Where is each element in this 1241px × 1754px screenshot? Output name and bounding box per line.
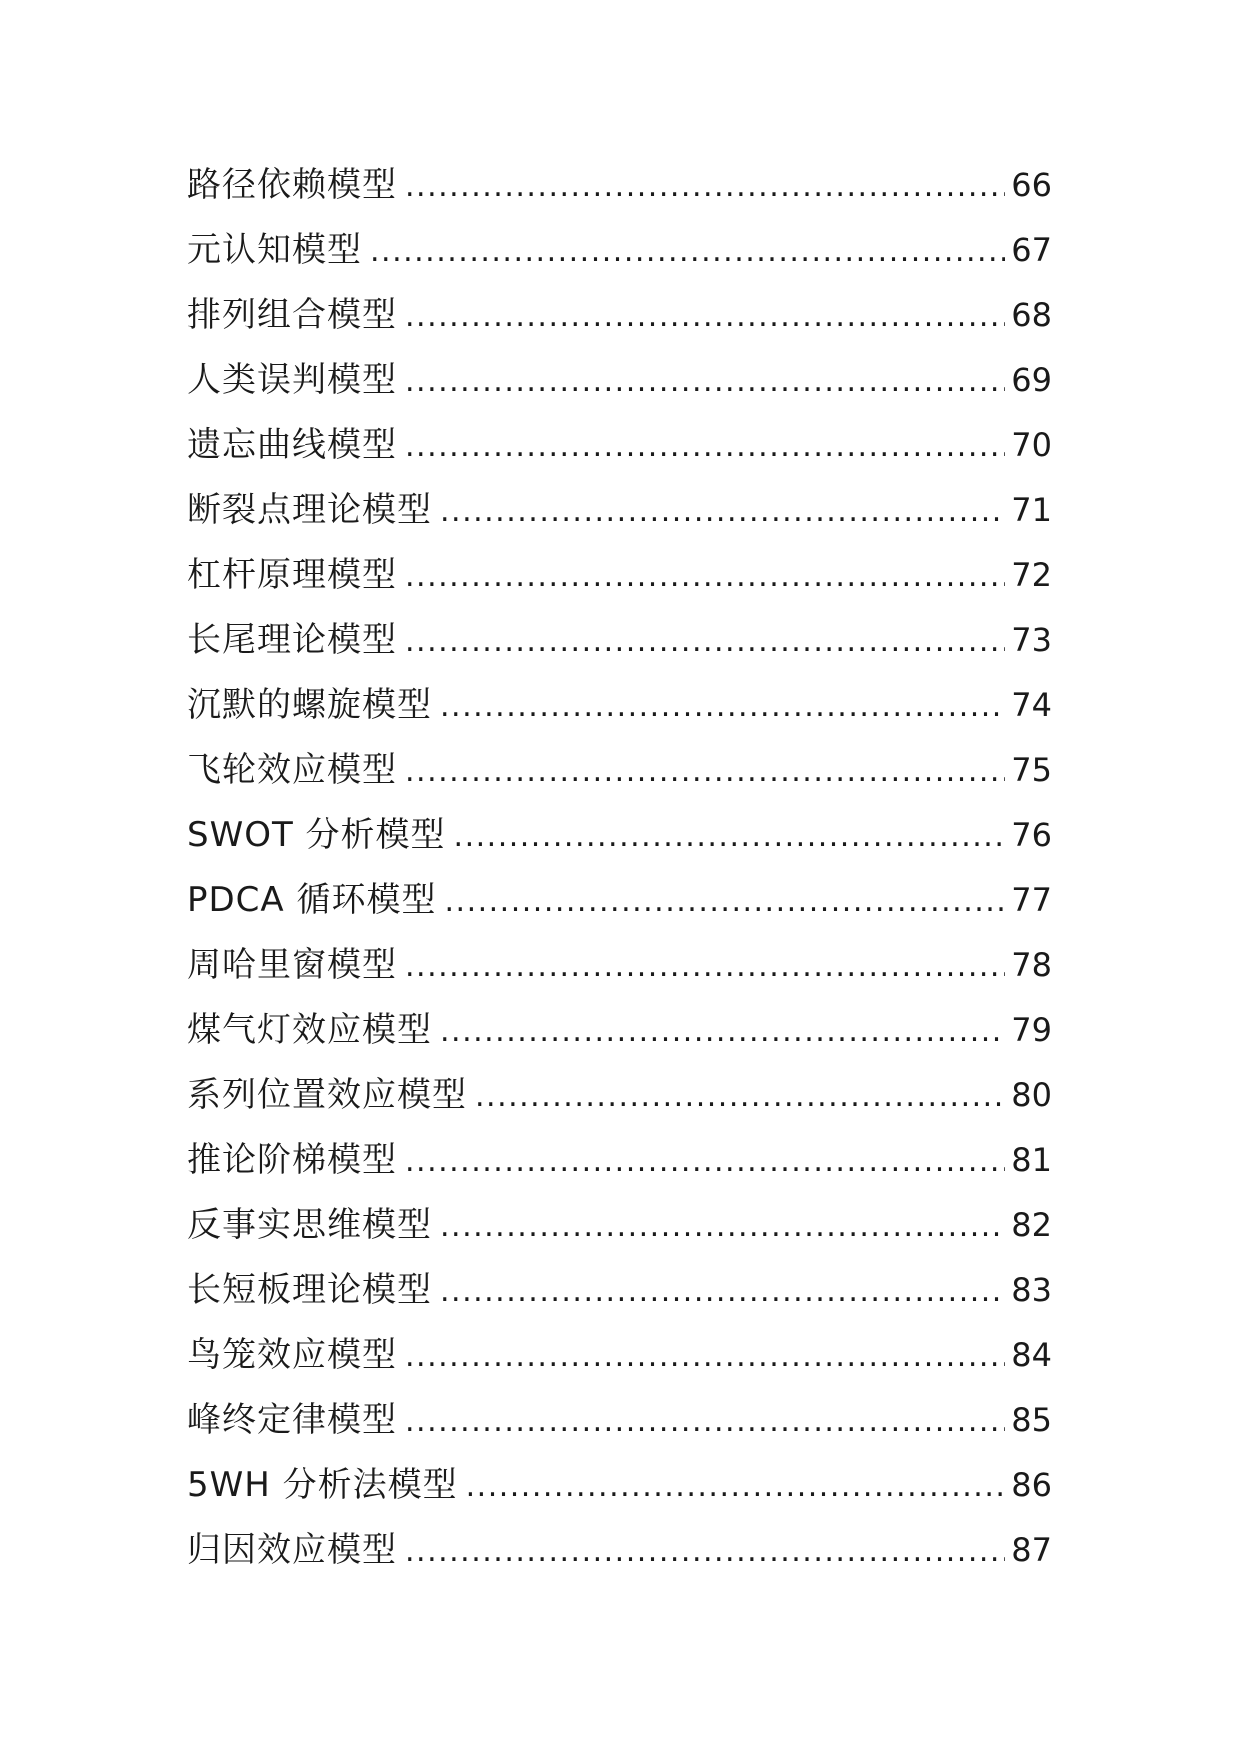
toc-entry-title: 长短板理论模型: [187, 1270, 432, 1310]
toc-entry[interactable]: [187, 1453, 1052, 1518]
toc-entry-page: 75: [1011, 751, 1052, 789]
table-of-contents: [187, 153, 1052, 1583]
toc-dot-leader: [440, 674, 1005, 739]
toc-dot-leader: [405, 414, 1005, 479]
toc-entry[interactable]: [187, 543, 1052, 608]
toc-entry-title: 断裂点理论模型: [187, 490, 432, 530]
toc-dot-leader: [440, 1194, 1005, 1259]
toc-dot-leader: [405, 284, 1005, 349]
toc-dot-leader: [475, 1064, 1005, 1129]
toc-entry[interactable]: [187, 1518, 1052, 1583]
toc-dot-leader: [440, 1259, 1005, 1324]
toc-dot-leader: [440, 999, 1005, 1064]
toc-entry[interactable]: [187, 413, 1052, 478]
toc-dot-leader: [370, 219, 1005, 284]
toc-entry-page: 66: [1011, 166, 1052, 204]
toc-entry-page: 82: [1011, 1206, 1052, 1244]
toc-dot-leader: [405, 1519, 1005, 1584]
toc-entry-page: 74: [1011, 686, 1052, 724]
toc-entry-page: 86: [1011, 1466, 1052, 1504]
toc-dot-leader: [405, 609, 1005, 674]
toc-dot-leader: [454, 804, 1006, 869]
toc-entry[interactable]: [187, 218, 1052, 283]
toc-entry-page: 81: [1011, 1141, 1052, 1179]
toc-entry-page: 72: [1011, 556, 1052, 594]
toc-entry-title: 峰终定律模型: [187, 1400, 397, 1440]
toc-entry-page: 69: [1011, 361, 1052, 399]
toc-entry[interactable]: [187, 738, 1052, 803]
toc-entry-page: 85: [1011, 1401, 1052, 1439]
toc-entry[interactable]: [187, 283, 1052, 348]
toc-entry-title: 周哈里窗模型: [187, 945, 397, 985]
toc-entry-title: 元认知模型: [187, 230, 362, 270]
toc-entry[interactable]: [187, 803, 1052, 868]
toc-entry-title: 反事实思维模型: [187, 1205, 432, 1245]
toc-entry-title: SWOT 分析模型: [187, 815, 446, 855]
toc-entry-page: 77: [1011, 881, 1052, 919]
toc-entry-page: 67: [1011, 231, 1052, 269]
toc-entry-title: PDCA 循环模型: [187, 880, 437, 920]
toc-entry-title: 5WH 分析法模型: [187, 1465, 458, 1505]
toc-dot-leader: [405, 739, 1005, 804]
toc-dot-leader: [405, 154, 1005, 219]
toc-entry[interactable]: [187, 348, 1052, 413]
toc-entry-page: 84: [1011, 1336, 1052, 1374]
toc-dot-leader: [405, 934, 1005, 999]
toc-entry-page: 78: [1011, 946, 1052, 984]
toc-entry[interactable]: [187, 153, 1052, 218]
toc-entry-page: 70: [1011, 426, 1052, 464]
toc-dot-leader: [405, 1129, 1005, 1194]
toc-entry-title: 飞轮效应模型: [187, 750, 397, 790]
toc-entry-page: 73: [1011, 621, 1052, 659]
toc-entry-title: 长尾理论模型: [187, 620, 397, 660]
toc-entry-page: 80: [1011, 1076, 1052, 1114]
toc-entry-title: 推论阶梯模型: [187, 1140, 397, 1180]
toc-dot-leader: [405, 1389, 1005, 1454]
toc-entry[interactable]: [187, 1258, 1052, 1323]
toc-entry[interactable]: [187, 1128, 1052, 1193]
toc-entry-title: 遗忘曲线模型: [187, 425, 397, 465]
toc-entry-page: 76: [1011, 816, 1052, 854]
toc-dot-leader: [466, 1454, 1006, 1519]
toc-dot-leader: [445, 869, 1006, 934]
toc-entry-title: 归因效应模型: [187, 1530, 397, 1570]
toc-dot-leader: [440, 479, 1005, 544]
toc-entry[interactable]: [187, 1388, 1052, 1453]
toc-entry-title: 鸟笼效应模型: [187, 1335, 397, 1375]
toc-entry-title: 路径依赖模型: [187, 165, 397, 205]
toc-entry[interactable]: [187, 1323, 1052, 1388]
toc-entry-title: 沉默的螺旋模型: [187, 685, 432, 725]
toc-entry-page: 68: [1011, 296, 1052, 334]
toc-entry-title: 人类误判模型: [187, 360, 397, 400]
toc-entry[interactable]: [187, 608, 1052, 673]
toc-entry[interactable]: [187, 1193, 1052, 1258]
toc-entry-page: 87: [1011, 1531, 1052, 1569]
toc-entry-page: 71: [1011, 491, 1052, 529]
toc-entry[interactable]: [187, 868, 1052, 933]
toc-entry[interactable]: [187, 478, 1052, 543]
toc-entry-title: 排列组合模型: [187, 295, 397, 335]
toc-entry[interactable]: [187, 933, 1052, 998]
toc-entry[interactable]: [187, 998, 1052, 1063]
toc-entry-title: 杠杆原理模型: [187, 555, 397, 595]
toc-entry[interactable]: [187, 1063, 1052, 1128]
toc-entry-page: 83: [1011, 1271, 1052, 1309]
toc-dot-leader: [405, 1324, 1005, 1389]
toc-dot-leader: [405, 544, 1005, 609]
toc-entry-title: 煤气灯效应模型: [187, 1010, 432, 1050]
toc-entry[interactable]: [187, 673, 1052, 738]
toc-entry-title: 系列位置效应模型: [187, 1075, 467, 1115]
toc-entry-page: 79: [1011, 1011, 1052, 1049]
toc-dot-leader: [405, 349, 1005, 414]
